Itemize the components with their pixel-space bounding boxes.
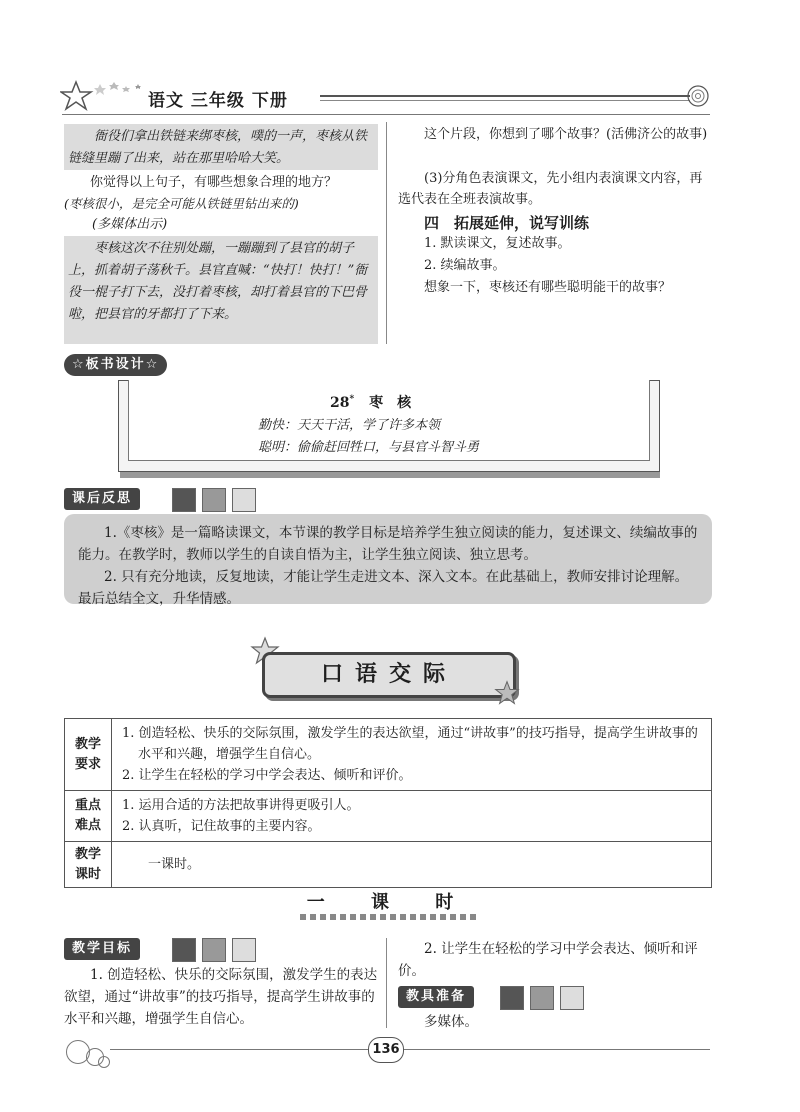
star-icon: ☆ — [72, 357, 86, 372]
reflection-paragraph-2: 2. 只有充分地读，反复地读，才能让学生走进文本、深入文本。在此基础上，教师安排讨论理解。最后总结全文，升华情感。 — [78, 569, 689, 607]
row-label — [65, 842, 112, 888]
right-item-2: 2. 续编故事。 — [424, 258, 506, 273]
right-line-3: 想象一下，枣核还有哪些聪明能干的故事？ — [424, 280, 672, 295]
row-item: 2. 让学生在轻松的学习中学会表达、倾听和评价。 — [122, 768, 412, 783]
header-title: 语文 三年级 下册 — [148, 91, 288, 111]
deco-square-2 — [530, 986, 554, 1010]
right-line-2: (3)分角色表演课文，先小组内表演课文内容，再选代表在全班表演故事。 — [398, 171, 703, 207]
deco-square-2 — [202, 488, 226, 512]
quote-box-1 — [64, 124, 378, 170]
quote-text-2: 枣核这次不往别处蹦，一蹦蹦到了县官的胡子上，抓着胡子荡秋千。县官直喊：“快打！快打！”衙役一棍子打下去，没打着枣核，却打着县官的下巴骨啦，把县官的牙都打了下来。 — [68, 241, 368, 322]
row-label — [65, 719, 112, 791]
row-label-bottom: 难点 — [74, 818, 101, 833]
row-label — [65, 791, 112, 842]
row-label-bottom: 要求 — [74, 756, 101, 772]
deco-square-3 — [232, 938, 256, 962]
right-line-1: 这个片段，你想到了哪个故事？(活佛济公的故事) — [424, 127, 708, 142]
row-item: 2. 认真听，记住故事的主要内容。 — [122, 819, 321, 834]
lesson-title-dots — [300, 914, 480, 920]
table-row — [65, 842, 712, 888]
oral-communication-banner — [262, 652, 516, 698]
table-row — [65, 791, 712, 842]
board-design-label — [64, 354, 167, 376]
column-divider-lower — [386, 938, 387, 1028]
board-line-2: 聪明：偷偷赶回牲口，与县官斗智斗勇 — [258, 440, 480, 455]
deco-square-1 — [172, 938, 196, 962]
row-label-top: 教学 — [74, 846, 101, 862]
deco-square-1 — [172, 488, 196, 512]
teaching-goal-label: 教学目标 — [64, 938, 140, 960]
header-bottom-rule — [62, 114, 710, 115]
header-stars-icon — [60, 78, 150, 114]
board-design-label-text: 板书设计 — [85, 357, 146, 372]
header-rule-thin — [320, 100, 690, 101]
objectives-table — [64, 718, 712, 888]
media-note: (多媒体出示) — [92, 217, 168, 232]
board-title-mark: * — [349, 394, 355, 405]
header-rule — [320, 95, 690, 97]
row-label-bottom: 课时 — [74, 866, 101, 882]
row-label-top: 教学 — [74, 736, 101, 752]
deco-square-3 — [560, 986, 584, 1010]
banner-star-right-icon — [494, 680, 520, 706]
page-number: 136 — [368, 1037, 404, 1063]
reflection-label: 课后反思 — [64, 488, 140, 510]
board-title — [330, 392, 411, 412]
lesson-title: 一 课 时 — [306, 892, 474, 913]
row-label-top: 重点 — [74, 798, 101, 813]
table-row — [65, 719, 712, 791]
board-title-text: 枣 核 — [369, 395, 412, 411]
footer-rule — [110, 1049, 710, 1050]
teaching-goal-text: 1. 创造轻松、快乐的交际氛围，激发学生的表达欲望，通过“讲故事”的技巧指导，提高学生讲故事的水平和兴趣，增强学生自信心。 — [64, 967, 378, 1027]
deco-square-2 — [202, 938, 226, 962]
banner-text: 口语交际 — [320, 662, 457, 687]
question-text: 你觉得以上句子，有哪些想象合理的地方？ — [90, 175, 338, 190]
board-title-number: 28 — [330, 395, 350, 411]
tools-text: 多媒体。 — [424, 1014, 478, 1030]
header-swirl-icon — [686, 84, 710, 108]
row-content — [112, 791, 712, 842]
row-item: 一课时。 — [148, 857, 201, 872]
quote-text-1: 衙役们拿出铁链来绑枣核，噗的一声，枣核从铁链缝里蹦了出来，站在那里哈哈大笑。 — [68, 129, 368, 166]
star-icon: ☆ — [145, 357, 160, 372]
tools-label: 教具准备 — [398, 986, 474, 1008]
row-content — [112, 719, 712, 791]
deco-square-3 — [232, 488, 256, 512]
quote-box-2 — [64, 236, 378, 344]
row-item: 1. 运用合适的方法把故事讲得更吸引人。 — [122, 798, 360, 813]
footer-circle-icon — [98, 1056, 110, 1068]
row-item: 1. 创造轻松、快乐的交际氛围，激发学生的表达欲望，通过“讲故事”的技巧指导，提高学生讲故事的水平和兴趣，增强学生自信心。 — [122, 726, 698, 762]
answer-text: (枣核很小，是完全可能从铁链里钻出来的) — [64, 196, 299, 211]
deco-square-1 — [500, 986, 524, 1010]
column-divider — [386, 122, 387, 344]
teaching-goal-2-text: 2. 让学生在轻松的学习中学会表达、倾听和评价。 — [398, 941, 698, 979]
right-item-1: 1. 默读课文，复述故事。 — [424, 236, 571, 251]
reflection-paragraph-1: 1.《枣核》是一篇略读课文，本节课的教学目标是培养学生独立阅读的能力，复述课文、续编故事的能力。在教学时，教师以学生的自读自悟为主，让学生独立阅读、独立思考。 — [78, 525, 698, 563]
section-heading-extend: 四 拓展延伸，说写训练 — [424, 214, 590, 232]
board-line-1: 勤快：天天干活，学了许多本领 — [258, 418, 441, 433]
reflection-box — [64, 514, 712, 607]
row-content — [112, 842, 712, 888]
